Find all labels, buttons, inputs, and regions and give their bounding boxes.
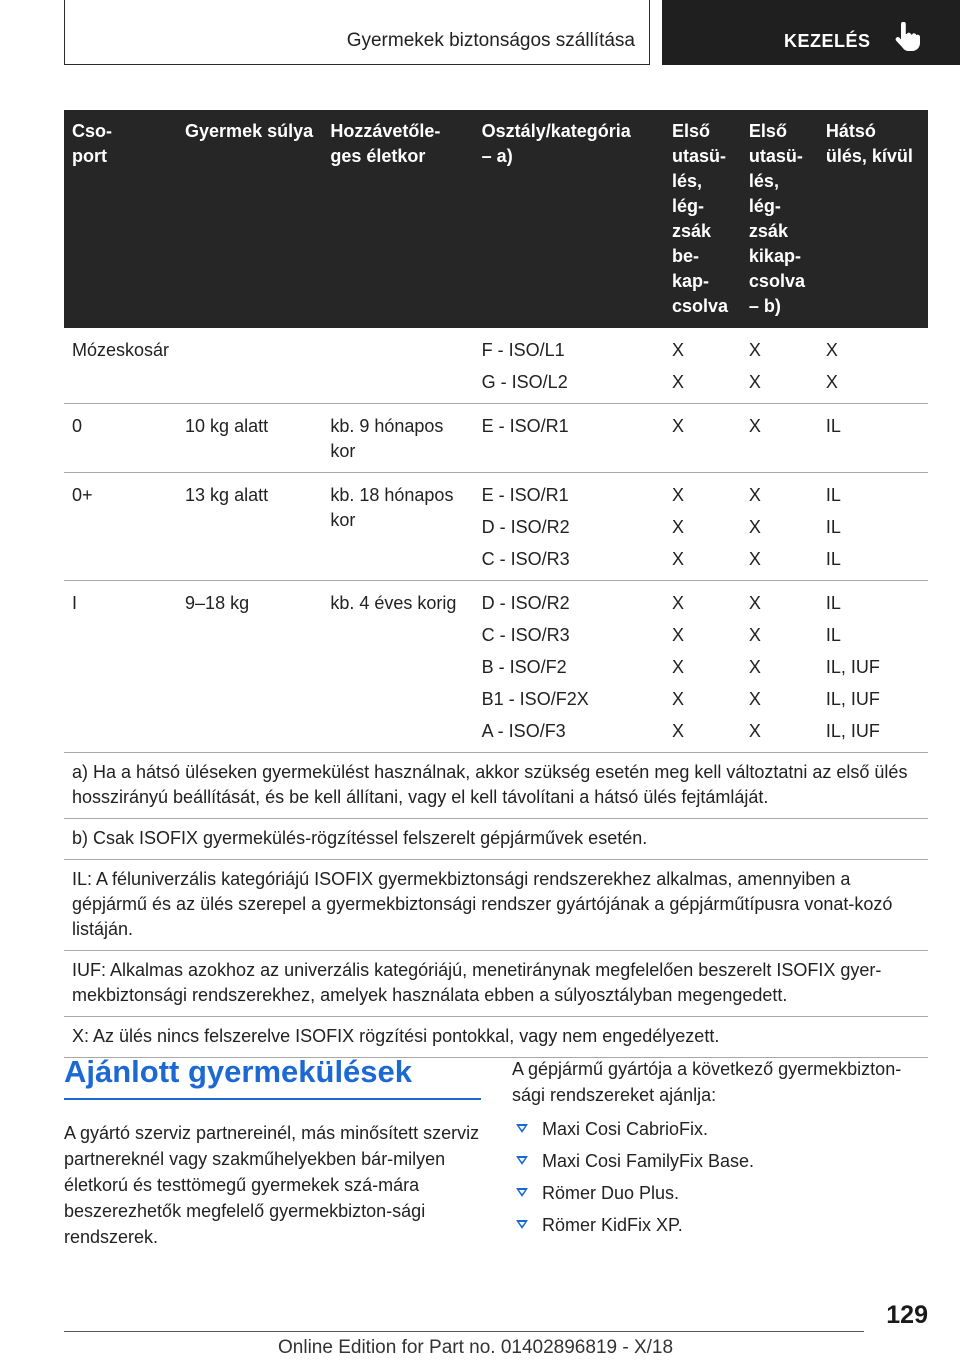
table-row	[64, 473, 928, 581]
list-item: Römer KidFix XP.	[512, 1209, 932, 1241]
cell-airbag-on: X X	[664, 328, 741, 404]
chapter-tab	[64, 0, 650, 65]
left-paragraph: A gyártó szerviz partnereinél, más minősített szerviz partnereknél vagy szakműhelyekben bár-milyen életkorú és testtömegű gyermekek szá-mára beszerezhetők megfelelő gyermekbizton-sági rendszerek.	[64, 1123, 480, 1247]
heading-divider	[64, 1098, 481, 1100]
table-note: b) Csak ISOFIX gyermekülés-rögzítéssel felszerelt gépjárművek esetén.	[64, 819, 928, 860]
cell-airbag-on: X X X X X	[664, 581, 741, 753]
right-intro-paragraph: A gépjármű gyártója a következő gyermekbizton-sági rendszereket ajánlja:	[512, 1059, 902, 1105]
cell-rear: IL	[818, 404, 928, 473]
footer-divider	[64, 1331, 864, 1332]
cell-airbag-on: X	[664, 404, 741, 473]
table-row	[64, 581, 928, 753]
col-header-age: Hozzávetőle- ges életkor	[322, 110, 473, 328]
cell-rear: X X	[818, 328, 928, 404]
col-header-airbag-off: Első utasü- lés, lég- zsák kikap- csolva – b)	[741, 110, 818, 328]
cell-airbag-on: X X X	[664, 473, 741, 581]
cell-class: D - ISO/R2 C - ISO/R3 B - ISO/F2 B1 - ISO/F2X A - ISO/F3	[474, 581, 664, 753]
col-header-weight: Gyermek súlya	[177, 110, 322, 328]
triangle-bullet-icon	[516, 1156, 528, 1165]
table-note-row	[64, 951, 928, 1017]
triangle-bullet-icon	[516, 1188, 528, 1197]
cell-age: kb. 9 hónapos kor	[322, 404, 473, 473]
list-item: Maxi Cosi FamilyFix Base.	[512, 1145, 932, 1177]
table-header-row	[64, 110, 928, 328]
table-note-row	[64, 1017, 928, 1058]
cell-airbag-off: X	[741, 404, 818, 473]
page-header	[0, 0, 960, 66]
section-heading: Ajánlott gyermekülések	[64, 1054, 413, 1089]
cell-age: kb. 18 hónapos kor	[322, 473, 473, 581]
table-row	[64, 328, 928, 404]
hand-pointer-icon	[894, 22, 920, 52]
recommended-seats-list	[512, 1113, 932, 1241]
table-note: X: Az ülés nincs felszerelve ISOFIX rögzítési pontokkal, vagy nem engedélyezett.	[64, 1017, 928, 1058]
section-tab	[662, 0, 960, 65]
triangle-bullet-icon	[516, 1124, 528, 1133]
col-header-group: Cso- port	[64, 110, 177, 328]
cell-group: Mózeskosár	[64, 328, 177, 404]
table-row	[64, 404, 928, 473]
cell-group: 0	[64, 404, 177, 473]
cell-age: kb. 4 éves korig	[322, 581, 473, 753]
table-note: IUF: Alkalmas azokhoz az univerzális kategóriájú, menetiránynak megfelelően beszerelt ISOFIX gyer-mekbiztonsági rendszerekhez, amelyek használata ebben a súlyosztályban megengedett.	[64, 951, 928, 1017]
cell-airbag-off: X X X X X	[741, 581, 818, 753]
cell-weight	[177, 328, 322, 404]
cell-class: E - ISO/R1	[474, 404, 664, 473]
cell-airbag-off: X X X	[741, 473, 818, 581]
cell-age	[322, 328, 473, 404]
cell-airbag-off: X X	[741, 328, 818, 404]
table-note-row	[64, 819, 928, 860]
isofix-table	[64, 110, 928, 1058]
cell-weight: 9–18 kg	[177, 581, 322, 753]
col-header-rear: Hátsó ülés, kívül	[818, 110, 928, 328]
col-header-airbag-on: Első utasü- lés, lég- zsák be- kap- csolva	[664, 110, 741, 328]
cell-weight: 13 kg alatt	[177, 473, 322, 581]
table-note: IL: A féluniverzális kategóriájú ISOFIX gyermekbiztonsági rendszerekhez alkalmas, amennyiben a gépjármű és az ülés szerepel a gyermekbiztonsági rendszer gyártójának a gépjárműtípusra vonat-kozó listáján.	[64, 860, 928, 951]
list-item: Römer Duo Plus.	[512, 1177, 932, 1209]
cell-class: E - ISO/R1 D - ISO/R2 C - ISO/R3	[474, 473, 664, 581]
section-label: KEZELÉS	[784, 31, 871, 51]
cell-group: 0+	[64, 473, 177, 581]
cell-weight: 10 kg alatt	[177, 404, 322, 473]
table-note-row	[64, 860, 928, 951]
triangle-bullet-icon	[516, 1220, 528, 1229]
cell-rear: IL IL IL	[818, 473, 928, 581]
edition-footer: Online Edition for Part no. 01402896819 - X/18	[278, 1337, 674, 1358]
cell-group: I	[64, 581, 177, 753]
cell-rear: IL IL IL, IUF IL, IUF IL, IUF	[818, 581, 928, 753]
table-note-row	[64, 753, 928, 819]
page-number: 129	[886, 1301, 928, 1329]
cell-class: F - ISO/L1 G - ISO/L2	[474, 328, 664, 404]
col-header-class: Osztály/kategória – a)	[474, 110, 664, 328]
list-item: Maxi Cosi CabrioFix.	[512, 1113, 932, 1145]
table-note: a) Ha a hátsó üléseken gyermekülést használnak, akkor szükség esetén meg kell változtatni az első ülés hosszirányú beállítását, és be kell állítani, vagy el kell távolítani a hátsó ülés fejtámláját.	[64, 753, 928, 819]
chapter-title: Gyermekek biztonságos szállítása	[346, 30, 635, 51]
